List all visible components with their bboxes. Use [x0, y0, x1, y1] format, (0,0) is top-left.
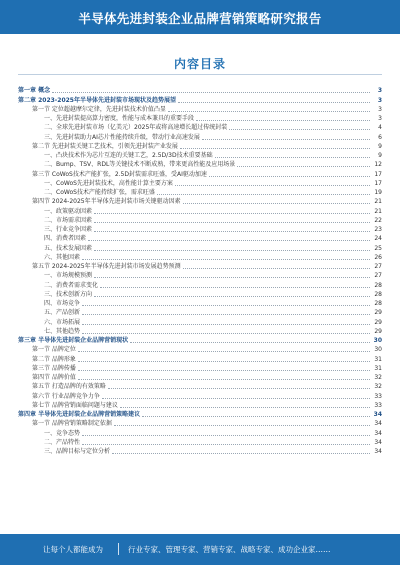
toc-leader-dots: [168, 111, 370, 112]
toc-page-number: 3: [378, 105, 382, 113]
toc-entry[interactable]: [18, 308, 382, 317]
toc-entry[interactable]: [18, 169, 382, 178]
toc-entry-title: 一、市场规模预测: [44, 272, 93, 280]
toc-leader-dots: [82, 314, 370, 315]
toc-page-number: 28: [374, 290, 382, 298]
page-header: [0, 0, 400, 34]
toc-entry[interactable]: [18, 280, 382, 289]
toc-leader-dots: [82, 324, 370, 325]
toc-entry[interactable]: [18, 105, 382, 114]
toc-entry-title: 三、行业竞争因素: [44, 226, 93, 233]
toc-entry-title: 二、全球先进封装市场（亿美元）2025年或将高速增长超过传统封装: [44, 124, 228, 132]
toc-entry[interactable]: [18, 290, 382, 299]
toc-entry[interactable]: [18, 179, 382, 188]
toc-leader-dots: [215, 157, 370, 158]
toc-page-number: 3: [378, 115, 382, 122]
toc-leader-dots: [108, 388, 370, 389]
toc-entry-title: 一、CoWoS先进封装技术，高性能计算主要方案: [44, 179, 173, 187]
toc-page-number: 34: [374, 448, 382, 455]
toc-page-number: 3: [377, 87, 382, 95]
toc-page-number: 23: [374, 226, 382, 233]
toc-entry[interactable]: [18, 354, 382, 363]
toc-entry[interactable]: [18, 401, 382, 410]
toc-leader-dots: [120, 407, 370, 408]
toc-leader-dots: [82, 435, 370, 436]
toc-entry[interactable]: [18, 160, 382, 169]
toc-entry[interactable]: [18, 299, 382, 308]
toc-leader-dots: [209, 176, 370, 177]
toc-entry-title: 第七节 品牌营销面临问题与建议: [32, 401, 118, 409]
toc-entry-title: 二、市场需求因素: [44, 216, 93, 224]
toc-leader-dots: [94, 222, 370, 223]
toc-entry[interactable]: [18, 114, 382, 123]
toc-entry[interactable]: [18, 206, 382, 215]
toc-leader-dots: [229, 129, 370, 130]
toc-page-number: 31: [374, 364, 382, 372]
toc-leader-dots: [94, 231, 370, 232]
toc-entry-title: 第四节 品牌价值: [32, 374, 76, 381]
table-of-contents: [18, 86, 382, 456]
heading-divider: [18, 74, 382, 75]
toc-entry-title: 一、先进封装提高算力密度，性能与成本兼具的重要手段: [44, 115, 195, 122]
toc-leader-dots: [130, 342, 370, 343]
toc-entry[interactable]: [18, 271, 382, 280]
toc-entry[interactable]: [18, 327, 382, 336]
toc-entry[interactable]: [18, 262, 382, 271]
toc-entry-title: 二、产品特性: [44, 438, 81, 446]
toc-page-number: 32: [374, 383, 382, 391]
toc-entry[interactable]: [18, 410, 382, 419]
toc-leader-dots: [88, 240, 370, 241]
toc-page-number: 33: [374, 401, 382, 409]
toc-entry-title: 第四章 半导体先进封装企业品牌营销策略建议: [18, 411, 141, 418]
toc-entry[interactable]: [18, 447, 382, 456]
footer-divider: [118, 543, 119, 555]
toc-page-number: 33: [374, 392, 382, 400]
toc-page-number: 30: [374, 346, 382, 354]
toc-entry[interactable]: [18, 253, 382, 262]
toc-entry-title: 第一章 概念: [18, 87, 51, 95]
toc-page-number: 9: [378, 142, 382, 150]
toc-entry-title: 第三章 半导体先进封装企业品牌营销现状: [18, 337, 129, 344]
toc-leader-dots: [82, 259, 370, 260]
toc-page-number: 28: [374, 300, 382, 307]
toc-entry[interactable]: [18, 197, 382, 206]
toc-entry-title: 第四节 2024-2025年半导体先进封装市场关键驱动因素: [32, 198, 181, 206]
toc-entry-title: 一、竞争态势: [44, 429, 81, 437]
toc-leader-dots: [114, 425, 370, 426]
toc-leader-dots: [94, 250, 370, 251]
toc-entry-title: 六、其他因素: [44, 253, 81, 261]
toc-entry-title: 第五节 2024-2025年半导体先进封装市场发展趋势预测: [32, 263, 181, 270]
footer-slogan-left: 让每个人都能成为: [43, 545, 103, 554]
toc-page-number: 27: [374, 272, 382, 280]
toc-page-number: 34: [373, 411, 382, 418]
toc-entry[interactable]: [18, 345, 382, 354]
toc-page-number: 26: [374, 253, 382, 261]
toc-entry-title: 四、消费者因素: [44, 235, 87, 243]
toc-leader-dots: [180, 148, 370, 149]
toc-entry-title: 七、其他趋势: [44, 327, 81, 335]
toc-entry-title: 三、技术创新方向: [44, 290, 93, 298]
toc-entry-title: 第二节 品牌形象: [32, 355, 76, 363]
toc-page-number: 29: [374, 327, 382, 335]
toc-leader-dots: [102, 398, 370, 399]
toc-entry[interactable]: [18, 225, 382, 234]
toc-entry-title: 第三节 CoWoS技术产能扩张，2.5D封装需求旺盛，受AI驱动加速: [32, 170, 207, 178]
toc-entry[interactable]: [18, 142, 382, 151]
toc-page-number: 28: [374, 281, 382, 289]
toc-leader-dots: [78, 379, 370, 380]
toc-entry[interactable]: [18, 95, 382, 104]
toc-entry[interactable]: [18, 123, 382, 132]
toc-entry[interactable]: [18, 428, 382, 437]
toc-leader-dots: [178, 102, 370, 103]
toc-entry-title: 第一节 定位超越摩尔定律，先进封装技术价值凸显: [32, 105, 166, 113]
toc-page-number: 31: [374, 355, 382, 363]
toc-page-number: 34: [374, 420, 382, 428]
toc-page-number: 17: [374, 179, 382, 187]
toc-page-number: 21: [374, 207, 382, 215]
toc-entry-title: 六、市场拓展: [44, 318, 81, 326]
toc-entry[interactable]: [18, 391, 382, 400]
toc-page-number: 34: [374, 429, 382, 437]
toc-page-number: 12: [374, 161, 382, 169]
toc-leader-dots: [202, 139, 370, 140]
toc-page-number: 3: [377, 96, 382, 104]
toc-entry[interactable]: [18, 86, 382, 95]
toc-leader-dots: [112, 453, 370, 454]
toc-entry-title: 二、Bump、TSV、RDL等关键技术不断成熟，带来更高性能及应用场景: [44, 161, 236, 169]
toc-entry[interactable]: [18, 234, 382, 243]
toc-leader-dots: [82, 333, 370, 334]
toc-leader-dots: [157, 194, 370, 195]
toc-page-number: 4: [378, 124, 382, 132]
toc-leader-dots: [183, 203, 370, 204]
page-footer: [0, 534, 400, 565]
toc-entry-title: 第二章 2023-2025年半导体先进封装市场现状及趋势展望: [18, 96, 176, 104]
toc-leader-dots: [94, 213, 370, 214]
toc-entry[interactable]: [18, 336, 382, 345]
toc-leader-dots: [175, 185, 370, 186]
toc-entry-title: 五、技术发展因素: [44, 244, 93, 252]
toc-leader-dots: [52, 92, 370, 93]
toc-page-number: 29: [374, 309, 382, 317]
toc-leader-dots: [100, 287, 370, 288]
toc-entry-title: 五、产品创新: [44, 309, 81, 317]
toc-page-number: 29: [374, 318, 382, 326]
toc-entry-title: 第二节 先进封装关键工艺技术，引领先进封装产业发展: [32, 142, 178, 150]
toc-entry[interactable]: [18, 438, 382, 447]
toc-entry-title: 三、品牌目标与定位分析: [44, 448, 111, 455]
toc-page-number: 34: [374, 438, 382, 446]
toc-entry[interactable]: [18, 132, 382, 141]
toc-entry-title: 第一节 品牌定位: [32, 346, 76, 354]
toc-page-number: 32: [374, 374, 382, 381]
toc-leader-dots: [237, 166, 370, 167]
toc-leader-dots: [78, 370, 370, 371]
toc-entry[interactable]: [18, 373, 382, 382]
toc-entry-title: 第三节 品牌传播: [32, 364, 76, 372]
toc-page-number: 21: [374, 198, 382, 206]
toc-page-number: 6: [378, 133, 382, 141]
toc-page-number: 17: [374, 170, 382, 178]
toc-entry[interactable]: [18, 243, 382, 252]
footer-slogan-right: 行业专家、管理专家、营销专家、战略专家、成功企业家……: [128, 545, 331, 554]
toc-entry-title: 第五节 打造品牌的有效策略: [32, 383, 106, 391]
toc-entry-title: 三、先进封装助力AI芯片性能持续升级，带动行业高速发展: [44, 133, 200, 141]
toc-entry[interactable]: [18, 151, 382, 160]
toc-leader-dots: [183, 268, 370, 269]
toc-entry-title: 第六节 行业品牌竞争力争: [32, 392, 100, 400]
toc-leader-dots: [94, 277, 370, 278]
toc-leader-dots: [142, 416, 370, 417]
toc-page-number: 22: [374, 216, 382, 224]
toc-page-number: 25: [374, 244, 382, 252]
toc-leader-dots: [82, 305, 370, 306]
toc-page-number: 27: [374, 263, 382, 270]
toc-page-number: 30: [373, 337, 382, 344]
toc-leader-dots: [82, 444, 370, 445]
toc-entry[interactable]: [18, 419, 382, 428]
toc-page-number: 9: [378, 152, 382, 159]
toc-entry-title: 二、CoWoS技术产能持续扩张，需求旺盛: [44, 189, 155, 196]
toc-leader-dots: [196, 120, 370, 121]
toc-leader-dots: [78, 351, 370, 352]
toc-entry-title: 二、消费者需求变化: [44, 281, 99, 289]
toc-page-number: 24: [374, 235, 382, 243]
toc-entry[interactable]: [18, 364, 382, 373]
toc-entry-title: 第一节 品牌营销策略制定依据: [32, 420, 112, 428]
toc-entry[interactable]: [18, 317, 382, 326]
toc-page-number: 19: [374, 189, 382, 196]
toc-entry[interactable]: [18, 382, 382, 391]
toc-entry-title: 四、市场竞争: [44, 300, 81, 307]
toc-heading: 内容目录: [173, 57, 226, 71]
toc-entry[interactable]: [18, 216, 382, 225]
toc-entry-title: 一、凸块技术作为芯片互连的关键工艺，2.5D/3D技术重要基础: [44, 152, 213, 159]
toc-entry-title: 一、政策驱动因素: [44, 207, 93, 215]
report-title: 半导体先进封装企业品牌营销策略研究报告: [78, 11, 322, 26]
toc-entry[interactable]: [18, 188, 382, 197]
toc-leader-dots: [78, 361, 370, 362]
toc-leader-dots: [94, 296, 370, 297]
